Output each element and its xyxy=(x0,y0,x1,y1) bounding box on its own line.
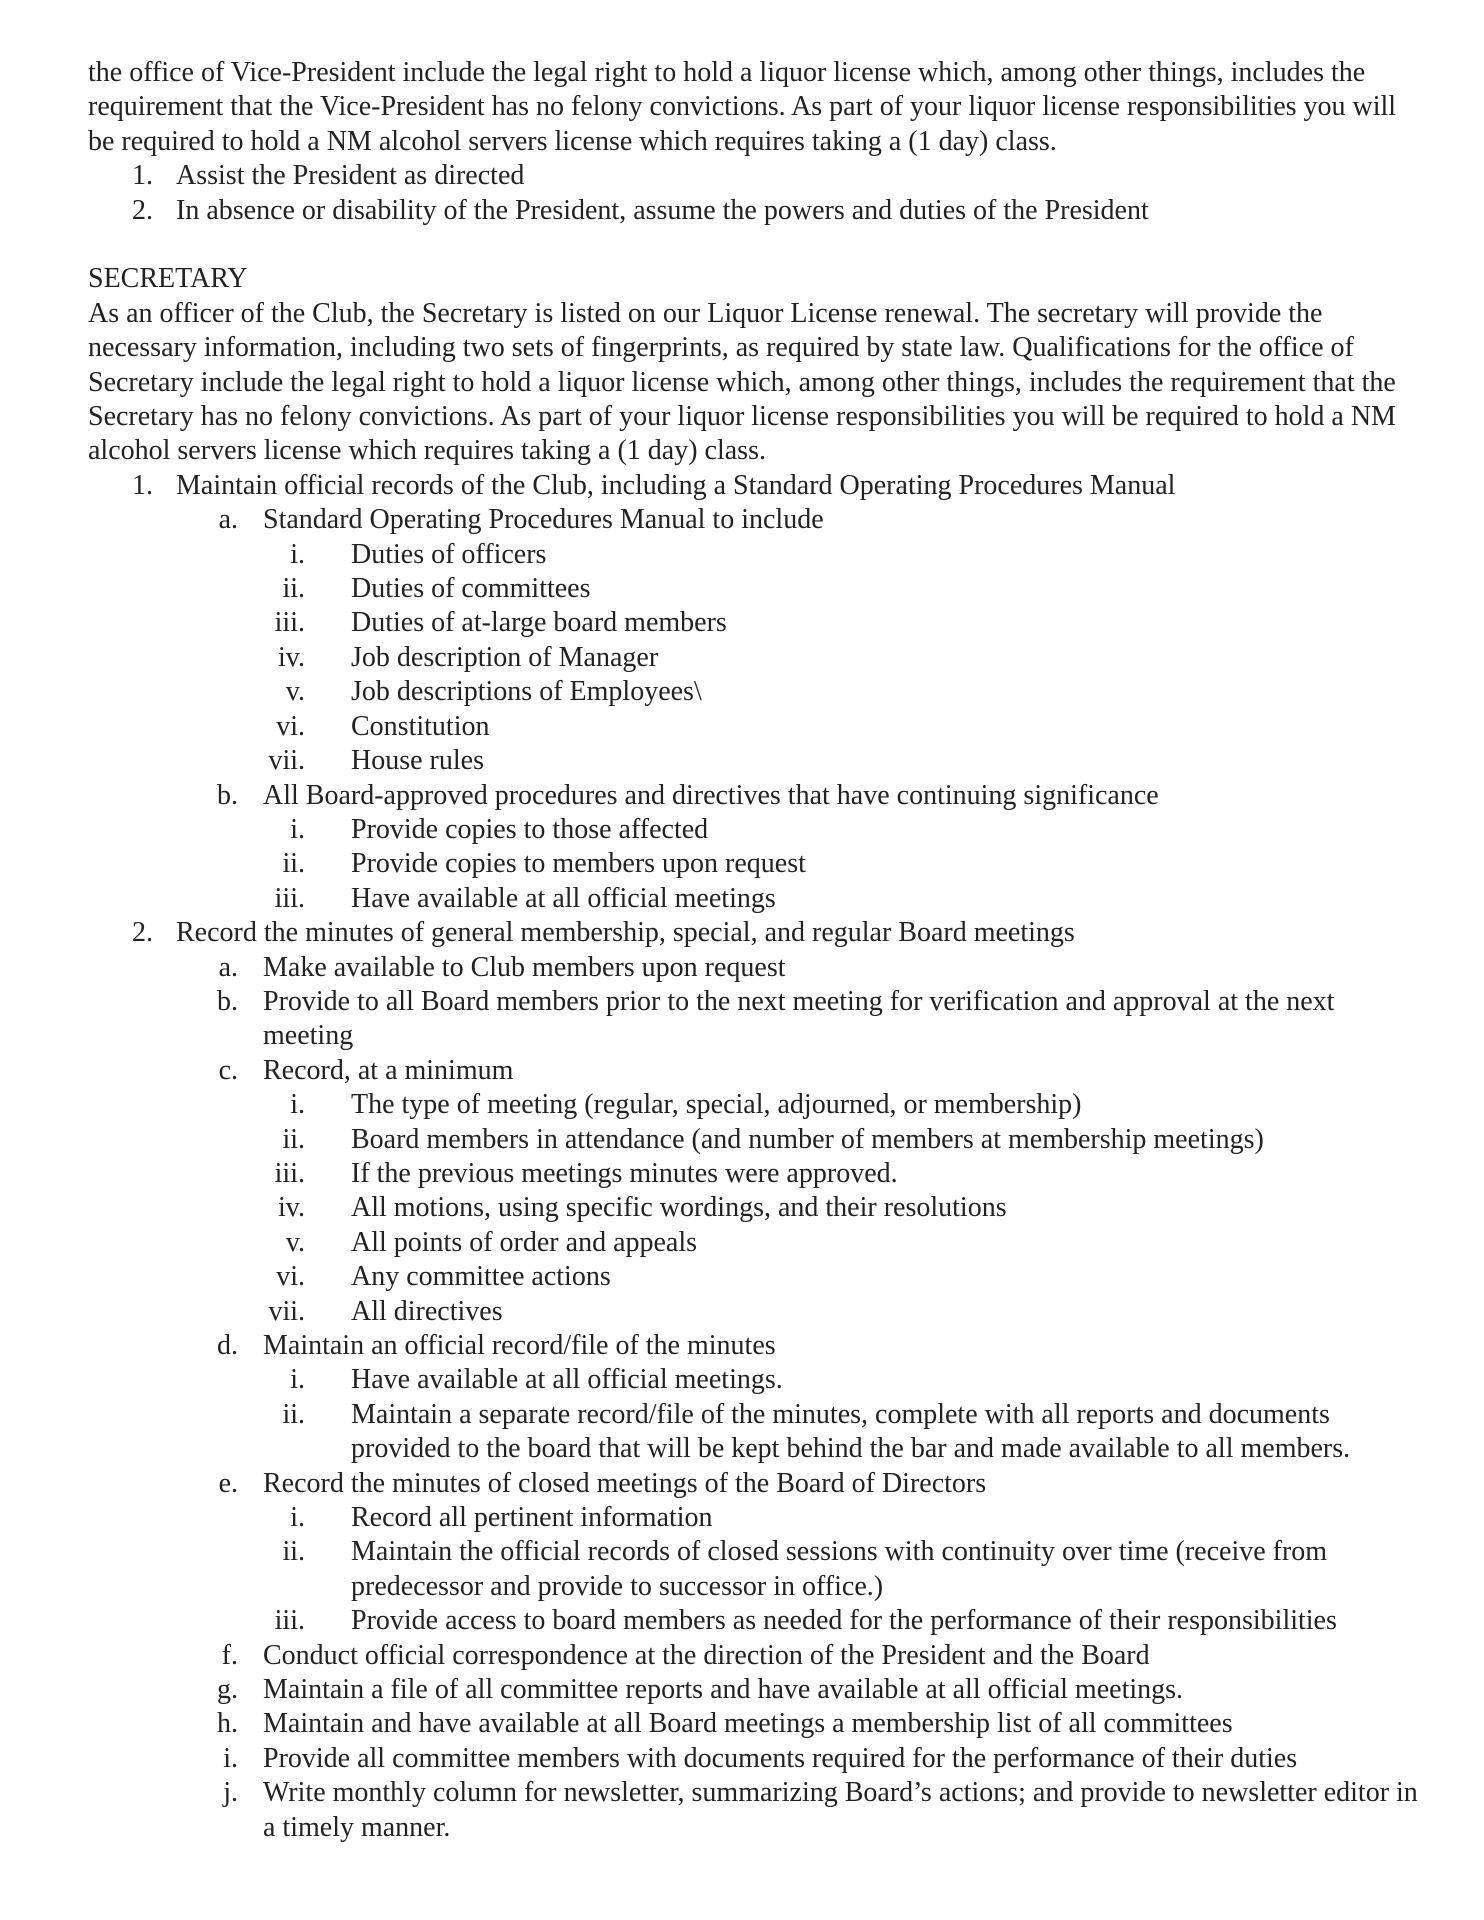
list-item-text: Duties of officers xyxy=(351,538,547,570)
list-item-text: Provide copies to those affected xyxy=(351,813,709,845)
list-marker: 2. xyxy=(132,917,153,949)
list-item-text: Job descriptions of Employees\ xyxy=(351,676,702,708)
list-marker: iv. xyxy=(278,641,305,673)
list-item-text: Constitution xyxy=(351,710,490,742)
list-item xyxy=(88,572,1418,606)
list-item-text: Standard Operating Procedures Manual to include xyxy=(263,504,824,536)
list-marker: iii. xyxy=(274,1157,305,1189)
list-item-text: Provide all committee members with documents required for the performance of their duties xyxy=(263,1742,1298,1774)
list-marker: b. xyxy=(217,985,238,1017)
list-item xyxy=(88,744,1418,778)
list-marker: vi. xyxy=(276,1261,305,1293)
list-item-text: Have available at all official meetings. xyxy=(351,1364,783,1396)
list-item xyxy=(88,1467,1418,1501)
list-item xyxy=(88,1398,1418,1467)
list-item-text: Job description of Manager xyxy=(351,641,659,673)
list-marker: d. xyxy=(217,1330,238,1362)
list-item-text: Provide copies to members upon request xyxy=(351,848,806,880)
list-marker: 1. xyxy=(132,469,153,501)
list-item xyxy=(88,1501,1418,1535)
list-marker: i. xyxy=(290,1364,305,1396)
list-item xyxy=(88,675,1418,709)
list-item-text: All points of order and appeals xyxy=(351,1226,698,1258)
list-marker: iii. xyxy=(274,607,305,639)
list-marker: ii. xyxy=(282,1536,305,1568)
list-marker: v. xyxy=(285,1226,305,1258)
list-marker: iv. xyxy=(278,1192,305,1224)
secretary-paragraph: As an officer of the Club, the Secretary is listed on our Liquor License renewal. The secretary will provide the necessary information, including two sets of fingerprints, as required by state law. Qualifications for the office of Secretary include the legal right to hold a liquor license which, among other things, includes the requirement that the Secretary has no felony convictions. As part of your liquor license responsibilities you will be required to hold a NM alcohol servers license which requires taking a (1 day) class. xyxy=(88,297,1396,467)
list-item-text: All directives xyxy=(351,1295,503,1327)
list-item-text: Make available to Club members upon request xyxy=(263,951,786,983)
list-marker: j. xyxy=(223,1777,238,1809)
list-item-text: Record the minutes of general membership, special, and regular Board meetings xyxy=(176,917,1075,949)
list-item-text: Provide to all Board members prior to the next meeting for verification and approval at the next meeting xyxy=(263,985,1335,1052)
list-marker: iii. xyxy=(274,1605,305,1637)
list-item-text: Record all pertinent information xyxy=(351,1502,713,1534)
list-item-text: Maintain the official records of closed sessions with continuity over time (receive from predecessor and provide to successor in office.) xyxy=(351,1536,1328,1602)
list-marker: e. xyxy=(218,1467,238,1499)
list-item xyxy=(88,503,1418,537)
list-marker: i. xyxy=(223,1742,238,1774)
list-marker: b. xyxy=(217,779,238,811)
list-item xyxy=(88,1191,1418,1225)
list-item xyxy=(88,1088,1418,1122)
list-item-text: If the previous meetings minutes were approved. xyxy=(351,1157,898,1189)
list-item xyxy=(88,1604,1418,1638)
list-item-text: Any committee actions xyxy=(351,1261,611,1293)
list-item-text: Write monthly column for newsletter, summarizing Board’s actions; and provide to newsletter editor in a timely manner. xyxy=(263,1777,1418,1843)
list-marker: ii. xyxy=(282,1123,305,1155)
document-page xyxy=(88,56,1418,1845)
list-marker: g. xyxy=(217,1674,238,1706)
list-marker: i. xyxy=(290,538,305,570)
list-item-text: Board members in attendance (and number of members at membership meetings) xyxy=(351,1123,1264,1155)
list-marker: vi. xyxy=(276,710,305,742)
list-item xyxy=(88,882,1418,916)
list-marker: a. xyxy=(218,951,238,983)
list-item xyxy=(88,813,1418,847)
list-item-text: Maintain a file of all committee reports and have available at all official meetings. xyxy=(263,1674,1184,1706)
list-item xyxy=(88,847,1418,881)
list-item-text: Have available at all official meetings xyxy=(351,882,776,914)
secretary-duties-list xyxy=(88,469,1418,1845)
list-item-text: All Board-approved procedures and directives that have continuing significance xyxy=(263,779,1159,811)
list-marker: ii. xyxy=(282,1398,305,1430)
list-item xyxy=(88,1535,1418,1604)
list-item-text: Record, at a minimum xyxy=(263,1054,514,1086)
list-item-text: Maintain official records of the Club, including a Standard Operating Procedures Manual xyxy=(176,469,1176,501)
list-marker: vii. xyxy=(268,745,305,777)
list-item xyxy=(88,1123,1418,1157)
list-item-text: Duties of committees xyxy=(351,573,591,605)
list-item xyxy=(88,985,1418,1054)
list-item xyxy=(88,1226,1418,1260)
list-item-text: Maintain a separate record/file of the minutes, complete with all reports and documents provided to the board that will be kept behind the bar and made available to all members. xyxy=(351,1398,1351,1465)
list-item xyxy=(88,951,1418,985)
list-marker: 1. xyxy=(132,160,153,192)
list-item xyxy=(88,1295,1418,1329)
list-item xyxy=(88,710,1418,744)
section-heading-secretary: SECRETARY xyxy=(88,263,248,295)
list-marker: v. xyxy=(285,676,305,708)
list-item xyxy=(88,1054,1418,1088)
list-item xyxy=(88,1742,1418,1776)
list-item xyxy=(88,641,1418,675)
list-item xyxy=(88,916,1418,950)
list-item-text: Assist the President as directed xyxy=(176,160,525,192)
list-marker: ii. xyxy=(282,573,305,605)
list-item-text: Maintain an official record/file of the minutes xyxy=(263,1330,776,1362)
list-marker: h. xyxy=(217,1708,238,1740)
list-item xyxy=(88,469,1418,503)
list-marker: c. xyxy=(218,1054,238,1086)
list-item xyxy=(88,1707,1418,1741)
vice-president-paragraph: the office of Vice-President include the legal right to hold a liquor license which, among other things, includes the requirement that the Vice-President has no felony convictions. As part of your liquor license responsibilities you will be required to hold a NM alcohol servers license which requires taking a (1 day) class. xyxy=(88,57,1397,157)
list-item-text: Provide access to board members as needed for the performance of their responsibilities xyxy=(351,1605,1337,1637)
list-item-text: Duties of at-large board members xyxy=(351,607,727,639)
list-item-text: All motions, using specific wordings, and their resolutions xyxy=(351,1192,1007,1224)
list-item xyxy=(88,1260,1418,1294)
list-item-text: Conduct official correspondence at the direction of the President and the Board xyxy=(263,1639,1150,1671)
list-marker: i. xyxy=(290,1089,305,1121)
list-marker: ii. xyxy=(282,848,305,880)
list-item-text: The type of meeting (regular, special, adjourned, or membership) xyxy=(351,1089,1082,1121)
list-item xyxy=(88,1776,1418,1845)
list-item-text: House rules xyxy=(351,745,484,777)
list-item xyxy=(88,1673,1418,1707)
list-item-text: Maintain and have available at all Board meetings a membership list of all committees xyxy=(263,1708,1233,1740)
list-item xyxy=(88,1363,1418,1397)
list-item xyxy=(88,1639,1418,1673)
list-marker: i. xyxy=(290,813,305,845)
list-marker: 2. xyxy=(132,194,153,226)
list-item xyxy=(88,538,1418,572)
list-marker: vii. xyxy=(268,1295,305,1327)
list-item xyxy=(88,194,1418,228)
list-marker: i. xyxy=(290,1502,305,1534)
list-item xyxy=(88,159,1418,193)
list-marker: a. xyxy=(218,504,238,536)
list-item xyxy=(88,1329,1418,1363)
list-item xyxy=(88,779,1418,813)
list-item-text: In absence or disability of the President, assume the powers and duties of the President xyxy=(176,194,1149,226)
list-marker: iii. xyxy=(274,882,305,914)
list-item-text: Record the minutes of closed meetings of the Board of Directors xyxy=(263,1467,987,1499)
list-item xyxy=(88,1157,1418,1191)
list-item xyxy=(88,606,1418,640)
list-marker: f. xyxy=(221,1639,238,1671)
